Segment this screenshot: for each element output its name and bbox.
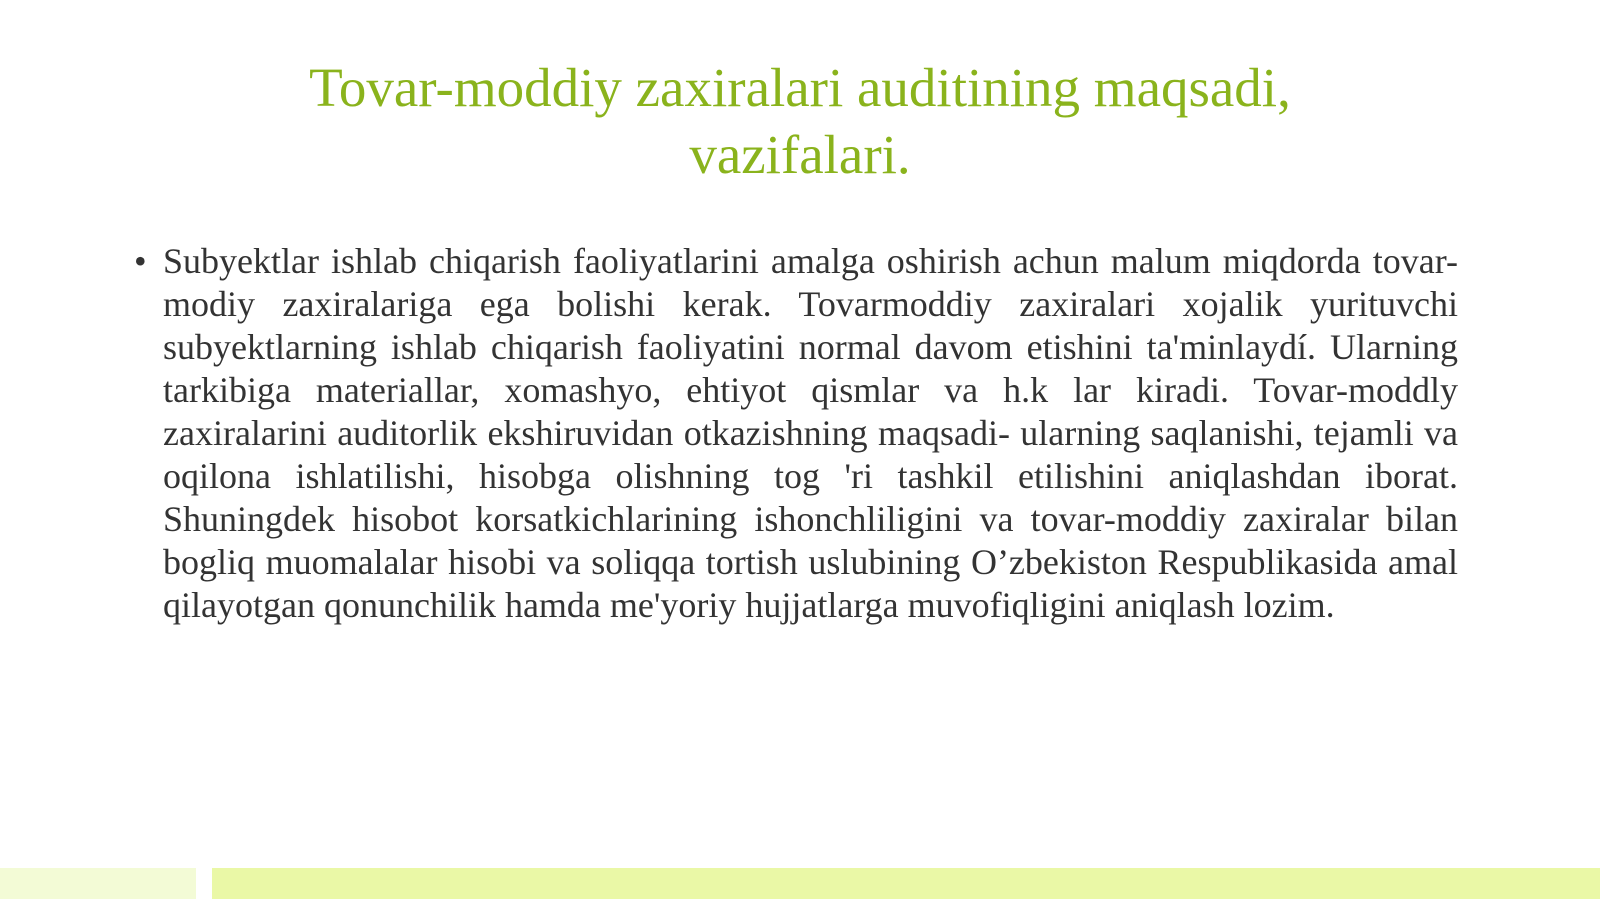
- slide-body: [134, 240, 1458, 627]
- footer-band-large: [212, 868, 1600, 899]
- slide-title: Tovar-moddiy zaxiralari auditining maqsadi, vazifalari.: [309, 57, 1291, 185]
- bullet-point-icon: •: [134, 241, 147, 281]
- footer-band-small: [0, 868, 196, 899]
- body-paragraph: Subyektlar ishlab chiqarish faoliyatlarini amalga oshirish achun malum miqdorda tovar-modiy zaxiralariga ega bolishi kerak. Tovarmoddiy zaxiralari xojalik yurituvchi subyektlarning ishlab chiqarish faoliyatini normal davom etishini ta'minlaydí. Ularning tarkibiga materiallar, xomashyo, ehtiyot qismlar va h.k lar kiradi. Tovar-moddly zaxiralarini auditorlik ekshiruvidan otkazishning maqsadi- ularning saqlanishi, tejamli va oqilona ishlatilishi, hisobga olishning tog 'ri tashkil etilishini aniqlashdan iborat. Shuningdek hisobot korsatkichlarining ishonchliligini va tovar-moddiy zaxiralar bilan bogliq muomalalar hisobi va soliqqa tortish uslubining O’zbekiston Respublikasida amal qilayotgan qonunchilik hamda me'yoriy hujjatlarga muvofiqligini aniqlash lozim.: [163, 241, 1458, 625]
